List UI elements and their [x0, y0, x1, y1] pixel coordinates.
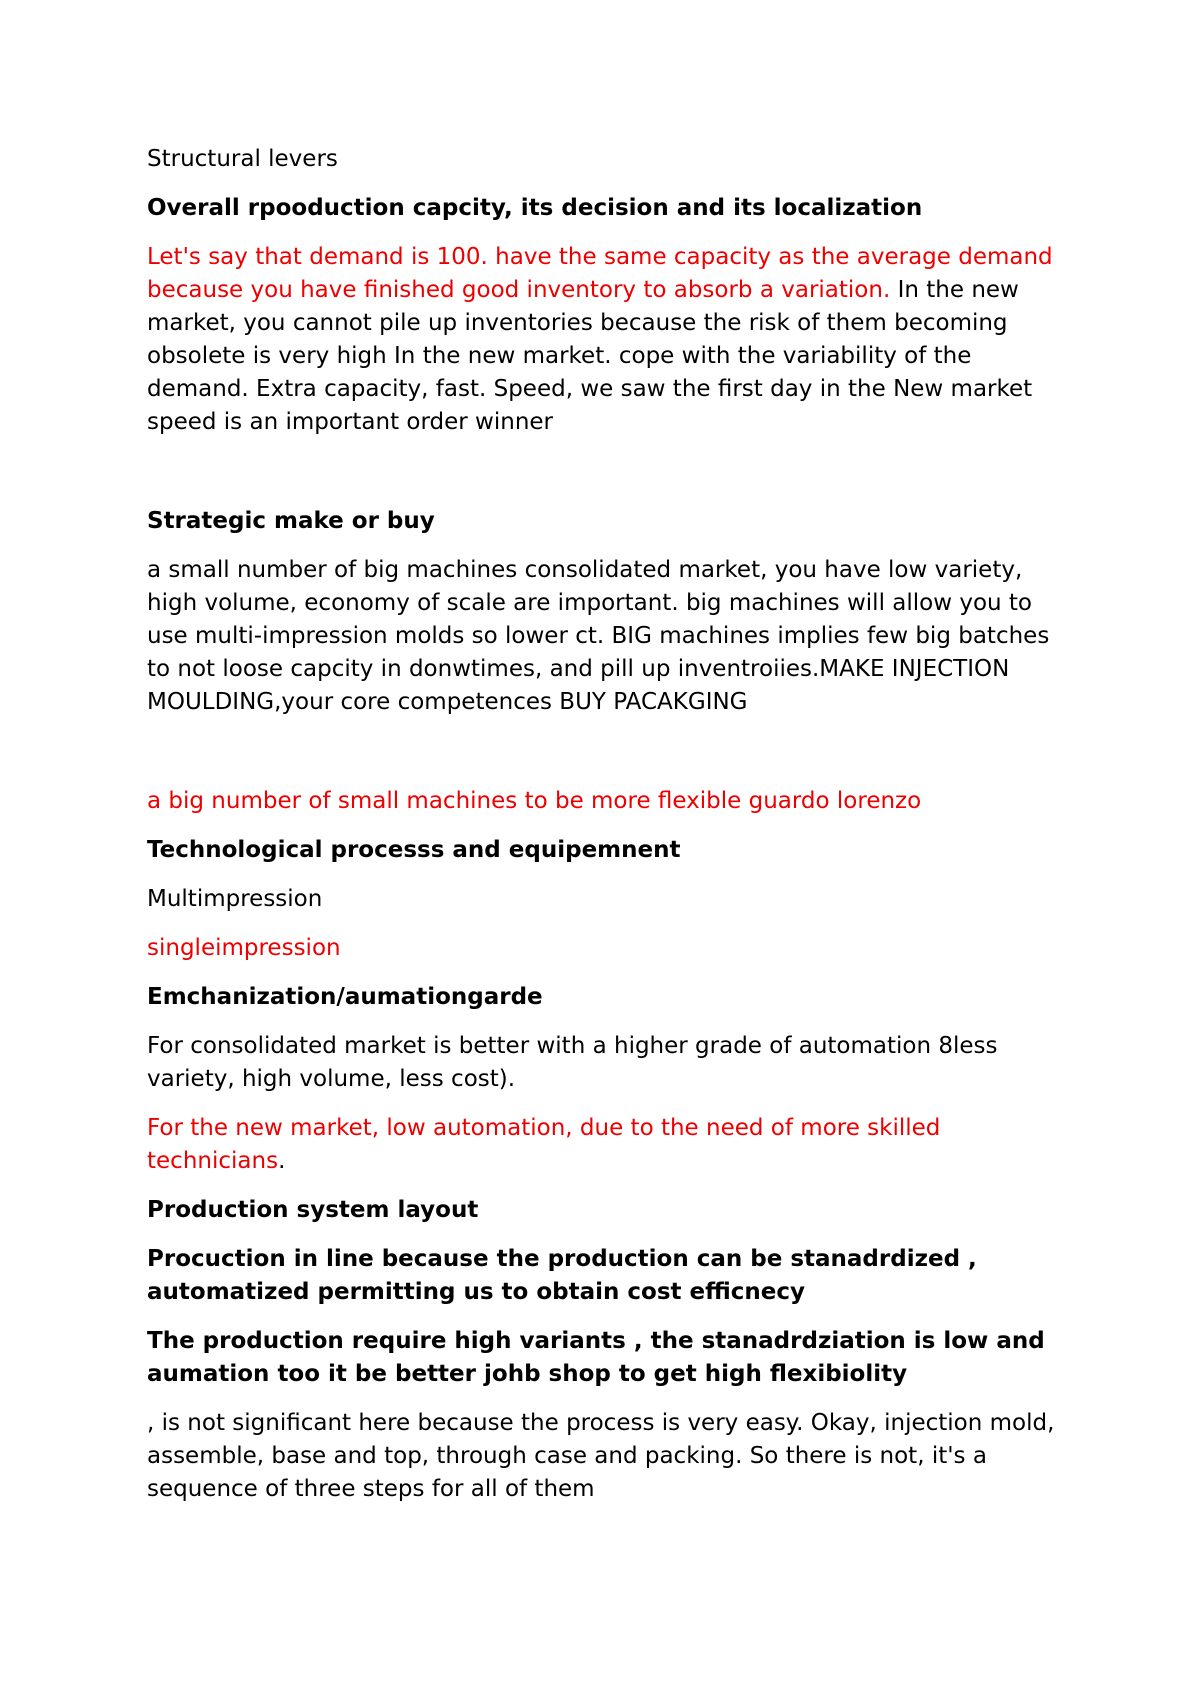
section-heading-automation: Emchanization/aumationgarde	[147, 984, 543, 1010]
paragraph-layout-process: , is not significant here because the process is very easy. Okay, injection mold, assemble, base and top, through case and packing. So there is not, it's a sequence of three steps for all of them	[147, 1410, 1055, 1502]
text-capacity-new-market: In the new market, you cannot pile up inventories because the risk of them becoming obsolete is very high In the new market. cope with the variability of the demand. Extra capacity, fast. Speed, we saw the first day in the New market speed is an important order winner	[147, 277, 1033, 435]
item-singleimpression: singleimpression	[147, 935, 341, 961]
red-note-automation: For the new market, low automation, due to the need of more skilled technicians	[147, 1115, 941, 1174]
section-heading-technological-process: Technological processs and equipemnent	[147, 837, 681, 863]
red-note-small-machines: a big number of small machines to be more flexible guardo lorenzo	[147, 788, 922, 814]
period: .	[278, 1148, 286, 1174]
item-multimpression: Multimpression	[147, 886, 323, 912]
section-heading-capacity: Overall rpooduction capcity, its decision and its localization	[147, 195, 923, 221]
paragraph-layout-line: Procuction in line because the production can be stanadrdized , automatized permitting us to obtain cost efficnecy	[147, 1246, 977, 1305]
document-page	[147, 143, 1077, 1522]
red-note-capacity: Let's say that demand is 100. have the same capacity as the average demand because you have finished good inventory to absorb a variation.	[147, 244, 1053, 303]
paragraph-make-or-buy: a small number of big machines consolidated market, you have low variety, high volume, economy of scale are important. big machines will allow you to use multi-impression molds so lower ct. BIG machines implies few big batches to not loose capcity in donwtimes, and pill up inventroiies.MAKE INJECTION MOULDING,your core competences BUY PACAKGING	[147, 557, 1050, 715]
document-title: Structural levers	[147, 146, 338, 172]
section-heading-make-or-buy: Strategic make or buy	[147, 508, 435, 534]
paragraph-automation-new-market	[147, 1112, 1077, 1178]
paragraph-capacity	[147, 241, 1077, 439]
paragraph-automation-consolidated: For consolidated market is better with a higher grade of automation 8less variety, high volume, less cost).	[147, 1033, 998, 1092]
section-heading-layout: Production system layout	[147, 1197, 479, 1223]
paragraph-layout-job-shop: The production require high variants , the stanadrdziation is low and aumation too it be better johb shop to get high flexibiolity	[147, 1328, 1045, 1387]
